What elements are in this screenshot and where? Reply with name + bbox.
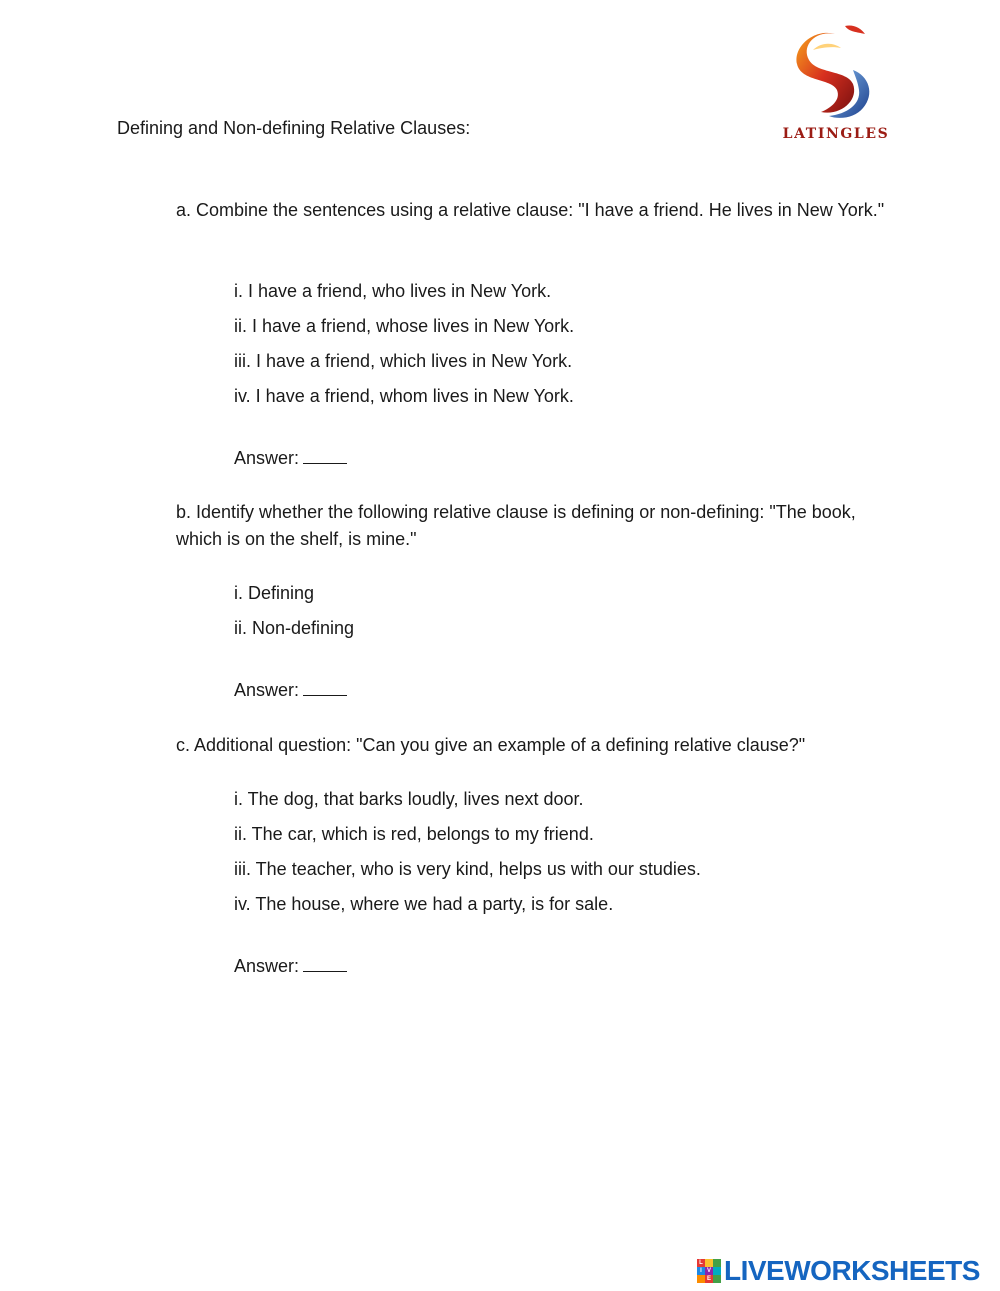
question-b-prompt: b. Identify whether the following relative clause is defining or non-defining: "The book, which is on the shelf, is mine." xyxy=(176,502,856,549)
liveworksheets-logo-icon xyxy=(697,1259,721,1283)
answer-label: Answer: xyxy=(234,680,300,700)
answer-blank-b[interactable] xyxy=(303,681,347,696)
question-c-answer xyxy=(234,956,347,977)
logo-wordmark: LATINGLES xyxy=(782,126,890,142)
worksheet-title: Defining and Non-defining Relative Clauses: xyxy=(117,118,471,138)
badge-letter: V xyxy=(706,1268,711,1274)
question-a-prompt: a. Combine the sentences using a relative clause: "I have a friend. He lives in New York." xyxy=(176,200,885,220)
latingles-logo xyxy=(757,20,915,172)
badge-letter: L xyxy=(697,1259,705,1267)
question-c-prompt: c. Additional question: "Can you give an example of a defining relative clause?" xyxy=(176,735,806,755)
question-b-option-2[interactable]: ii. Non-defining xyxy=(234,618,355,638)
answer-blank-c[interactable] xyxy=(303,957,347,972)
question-a-option-1[interactable]: i. I have a friend, who lives in New York. xyxy=(234,281,552,301)
phoenix-icon xyxy=(757,20,915,130)
liveworksheets-brand: LIVEWORKSHEETS xyxy=(724,1255,980,1286)
badge-letter: E xyxy=(706,1276,711,1282)
question-b-option-1[interactable]: i. Defining xyxy=(234,583,315,603)
question-a-option-3[interactable]: iii. I have a friend, which lives in New York. xyxy=(234,351,573,371)
question-c-option-3[interactable]: iii. The teacher, who is very kind, helps us with our studies. xyxy=(234,859,701,879)
question-c-option-2[interactable]: ii. The car, which is red, belongs to my friend. xyxy=(234,824,594,844)
question-a-option-2[interactable]: ii. I have a friend, whose lives in New York. xyxy=(234,316,575,336)
answer-blank-a[interactable] xyxy=(303,449,347,464)
question-c-option-1[interactable]: i. The dog, that barks loudly, lives next door. xyxy=(234,789,584,809)
question-a-answer xyxy=(234,448,347,469)
question-c-option-4[interactable]: iv. The house, where we had a party, is for sale. xyxy=(234,894,614,914)
answer-label: Answer: xyxy=(234,448,300,468)
question-a-option-4[interactable]: iv. I have a friend, whom lives in New York. xyxy=(234,386,574,406)
badge-letter: I xyxy=(697,1267,705,1275)
question-b-answer xyxy=(234,680,347,701)
answer-label: Answer: xyxy=(234,956,300,976)
liveworksheets-footer xyxy=(697,1256,980,1286)
